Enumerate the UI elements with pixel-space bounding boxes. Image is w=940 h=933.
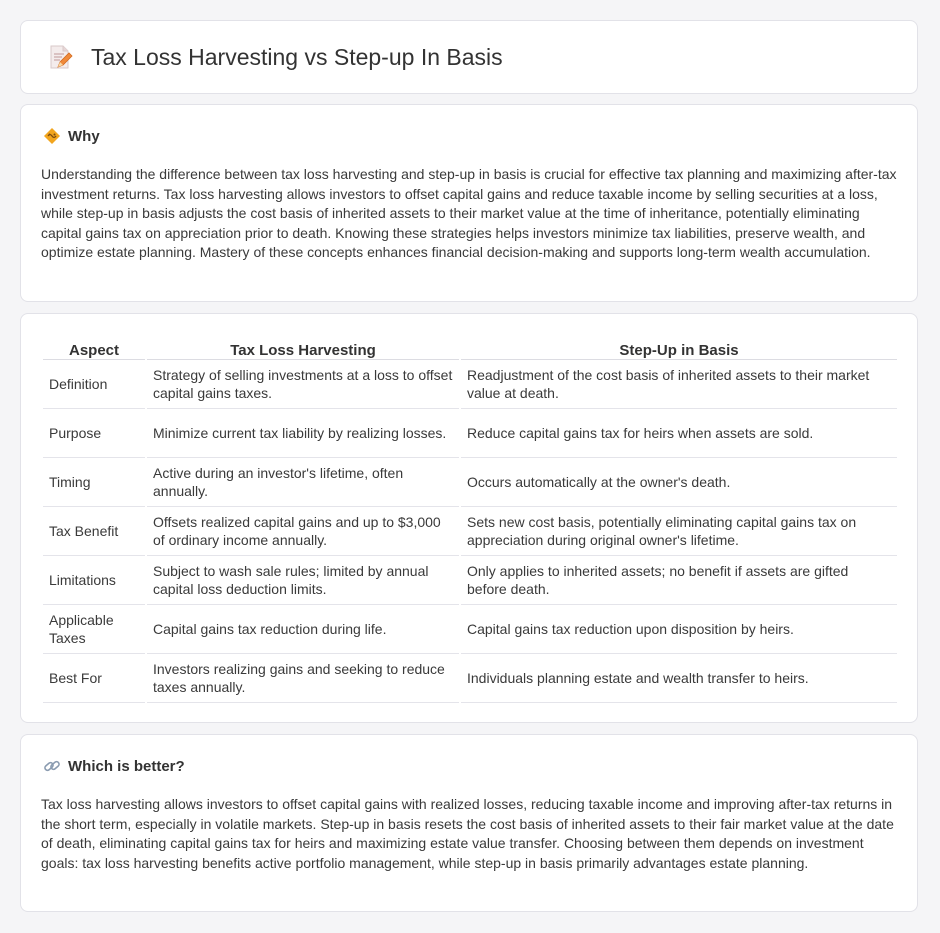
title-row xyxy=(47,43,503,71)
header-tax-loss-harvesting: Tax Loss Harvesting xyxy=(147,333,459,360)
better-heading xyxy=(43,757,185,775)
why-heading xyxy=(43,127,100,145)
aspect-cell: Timing xyxy=(43,458,145,507)
why-text: Understanding the difference between tax loss harvesting and step-up in basis is crucial for effective tax planning and maximizing after-tax investment returns. Tax loss harvesting allows investors to offset capital gains and reduce taxable income by selling securities at a loss, while step-up in basis adjusts the cost basis of inherited assets to their market value at the time of inheritance, potentially eliminating capital gains tax on appreciation prior to death. Knowing these strategies helps investors minimize tax liabilities, preserve wealth, and optimize estate planning. Mastery of these concepts enhances financial decision-making and supports long-term wealth accumulation. xyxy=(41,166,897,260)
header-card xyxy=(20,20,918,94)
step-up-in-basis-cell: Readjustment of the cost basis of inherited assets to their market value at death. xyxy=(461,360,897,409)
table-row xyxy=(43,556,897,605)
better-title: Which is better? xyxy=(68,757,185,775)
tax-loss-harvesting-cell: Subject to wash sale rules; limited by annual capital loss deduction limits. xyxy=(147,556,459,605)
tax-loss-harvesting-cell: Capital gains tax reduction during life. xyxy=(147,605,459,654)
aspect-cell: Limitations xyxy=(43,556,145,605)
step-up-in-basis-cell: Individuals planning estate and wealth transfer to heirs. xyxy=(461,654,897,703)
handshake-icon xyxy=(43,127,61,145)
comparison-section xyxy=(20,313,918,723)
table-header-row xyxy=(43,333,897,360)
aspect-cell: Tax Benefit xyxy=(43,507,145,556)
header-step-up-in-basis: Step-Up in Basis xyxy=(461,333,897,360)
why-section xyxy=(20,104,918,302)
header-aspect: Aspect xyxy=(43,333,145,360)
which-is-better-section xyxy=(20,734,918,912)
tax-loss-harvesting-cell: Investors realizing gains and seeking to reduce taxes annually. xyxy=(147,654,459,703)
better-text: Tax loss harvesting allows investors to offset capital gains with realized losses, reducing taxable income and improving after-tax returns in the short term, especially in volatile markets. Step-up in basis resets the cost basis of inherited assets to their fair market value at the date of death, eliminating capital gains tax for heirs and maximizing estate value transfer. Choosing between them depends on investment goals: tax loss harvesting benefits active portfolio management, while step-up in basis primarily advantages estate planning. xyxy=(41,796,894,871)
tax-loss-harvesting-cell: Strategy of selling investments at a loss to offset capital gains taxes. xyxy=(147,360,459,409)
step-up-in-basis-cell: Occurs automatically at the owner's death. xyxy=(461,458,897,507)
table-row xyxy=(43,654,897,703)
step-up-in-basis-cell: Only applies to inherited assets; no benefit if assets are gifted before death. xyxy=(461,556,897,605)
comparison-table xyxy=(41,333,899,703)
aspect-cell: Purpose xyxy=(43,409,145,458)
step-up-in-basis-cell: Sets new cost basis, potentially eliminating capital gains tax on appreciation during original owner's lifetime. xyxy=(461,507,897,556)
page-title: Tax Loss Harvesting vs Step-up In Basis xyxy=(91,43,503,70)
table-row xyxy=(43,360,897,409)
why-title: Why xyxy=(68,127,100,145)
step-up-in-basis-cell: Capital gains tax reduction upon disposition by heirs. xyxy=(461,605,897,654)
step-up-in-basis-cell: Reduce capital gains tax for heirs when assets are sold. xyxy=(461,409,897,458)
aspect-cell: Best For xyxy=(43,654,145,703)
table-row xyxy=(43,605,897,654)
table-row xyxy=(43,409,897,458)
document-pencil-icon xyxy=(47,43,73,71)
tax-loss-harvesting-cell: Active during an investor's lifetime, often annually. xyxy=(147,458,459,507)
link-icon xyxy=(43,757,61,775)
tax-loss-harvesting-cell: Minimize current tax liability by realizing losses. xyxy=(147,409,459,458)
aspect-cell: Applicable Taxes xyxy=(43,605,145,654)
aspect-cell: Definition xyxy=(43,360,145,409)
tax-loss-harvesting-cell: Offsets realized capital gains and up to $3,000 of ordinary income annually. xyxy=(147,507,459,556)
table-row xyxy=(43,458,897,507)
table-row xyxy=(43,507,897,556)
